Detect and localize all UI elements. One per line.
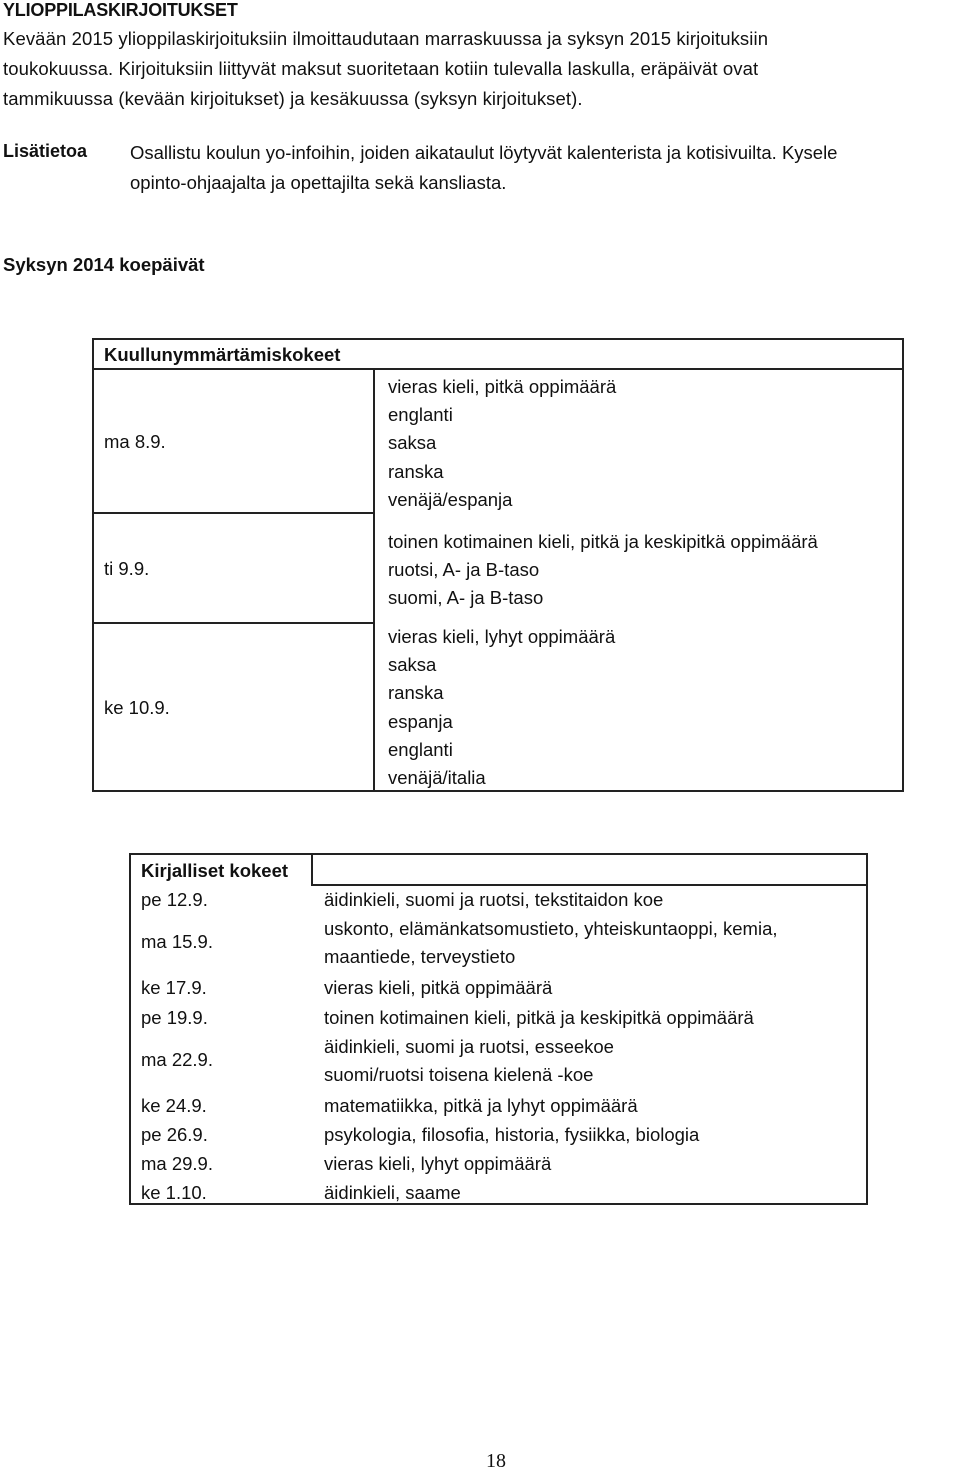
written-row-date: ma 22.9. [141,1049,213,1070]
subject-line: venäjä/espanja [388,488,513,510]
written-row-subject: vieras kieli, lyhyt oppimäärä [324,1153,552,1174]
subject-line: ruotsi, A- ja B-taso [388,559,540,581]
written-row-date: ke 24.9. [141,1095,207,1116]
written-row-subject: suomi/ruotsi toisena kielenä -koe [324,1064,594,1085]
page-heading: YLIOPPILASKIRJOITUKSET [3,0,238,20]
written-row-subject: äidinkieli, saame [324,1182,461,1203]
table-divider [94,368,902,370]
written-row-date: pe 12.9. [141,889,208,910]
listening-row-subjects [388,623,615,792]
written-row-date: ke 1.10. [141,1182,207,1203]
written-row-subject: toinen kotimainen kieli, pitkä ja keskipitkä oppimäärä [324,1007,754,1028]
written-row-subject: äidinkieli, suomi ja ruotsi, tekstitaidon koe [324,889,664,910]
subject-line: ranska [388,682,444,704]
subject-line: venäjä/italia [388,767,486,789]
listening-row-date: ti 9.9. [104,558,150,579]
info-line: opinto-ohjaajalta ja opettajilta sekä kansliasta. [130,172,507,193]
subject-line: vieras kieli, lyhyt oppimäärä [388,626,616,647]
intro-paragraph [3,24,953,114]
subject-line: toinen kotimainen kieli, pitkä ja keskipitkä oppimäärä [388,531,818,552]
page-number: 18 [486,1450,506,1472]
written-row-subject: psykologia, filosofia, historia, fysiikka, biologia [324,1124,700,1145]
listening-table-title: Kuullunymmärtämiskokeet [104,344,341,365]
subject-line: saksa [388,654,437,676]
table-column-divider [373,368,375,792]
row-divider [94,512,373,514]
intro-line: toukokuussa. Kirjoituksiin liittyvät maksut suoritetaan kotiin tulevalla laskulla, eräpäivät ovat [3,58,759,79]
row-divider [94,622,373,624]
subject-line: englanti [388,404,453,426]
written-row-date: pe 26.9. [141,1124,208,1145]
written-row-date: pe 19.9. [141,1007,208,1028]
written-row-subject: matematiikka, pitkä ja lyhyt oppimäärä [324,1095,638,1116]
info-text [130,138,960,198]
subject-line: vieras kieli, pitkä oppimäärä [388,376,617,397]
listening-row-date: ke 10.9. [104,697,170,718]
written-row-subject: uskonto, elämänkatsomustieto, yhteiskuntaoppi, kemia, [324,918,778,939]
listening-row-subjects [388,373,616,514]
written-row-date: ke 17.9. [141,977,207,998]
listening-row-subjects [388,528,818,613]
written-row-date: ma 15.9. [141,931,213,952]
info-line: Osallistu koulun yo-infoihin, joiden aikataulut löytyvät kalenterista ja kotisivuilta. Kysele [130,142,838,163]
listening-exams-table [92,338,904,792]
written-row-subject: vieras kieli, pitkä oppimäärä [324,977,553,998]
section-title: Syksyn 2014 koepäivät [3,254,205,275]
info-label: Lisätietoa [3,141,88,161]
written-row-subject: äidinkieli, suomi ja ruotsi, esseekoe [324,1036,614,1057]
subject-line: suomi, A- ja B-taso [388,587,544,609]
written-row-subject: maantiede, terveystieto [324,946,516,967]
written-table-title: Kirjalliset kokeet [141,860,289,881]
written-exams-table [129,853,868,1205]
subject-line: espanja [388,710,453,732]
subject-line: englanti [388,738,453,760]
intro-line: tammikuussa (kevään kirjoitukset) ja kesäkuussa (syksyn kirjoitukset). [3,88,583,109]
subject-line: saksa [388,432,437,454]
table-column-divider [311,855,313,884]
listening-row-date: ma 8.9. [104,431,166,452]
written-row-date: ma 29.9. [141,1153,213,1174]
intro-line: Kevään 2015 ylioppilaskirjoituksiin ilmoittaudutaan marraskuussa ja syksyn 2015 kirjoituksiin [3,28,769,49]
subject-line: ranska [388,460,444,482]
